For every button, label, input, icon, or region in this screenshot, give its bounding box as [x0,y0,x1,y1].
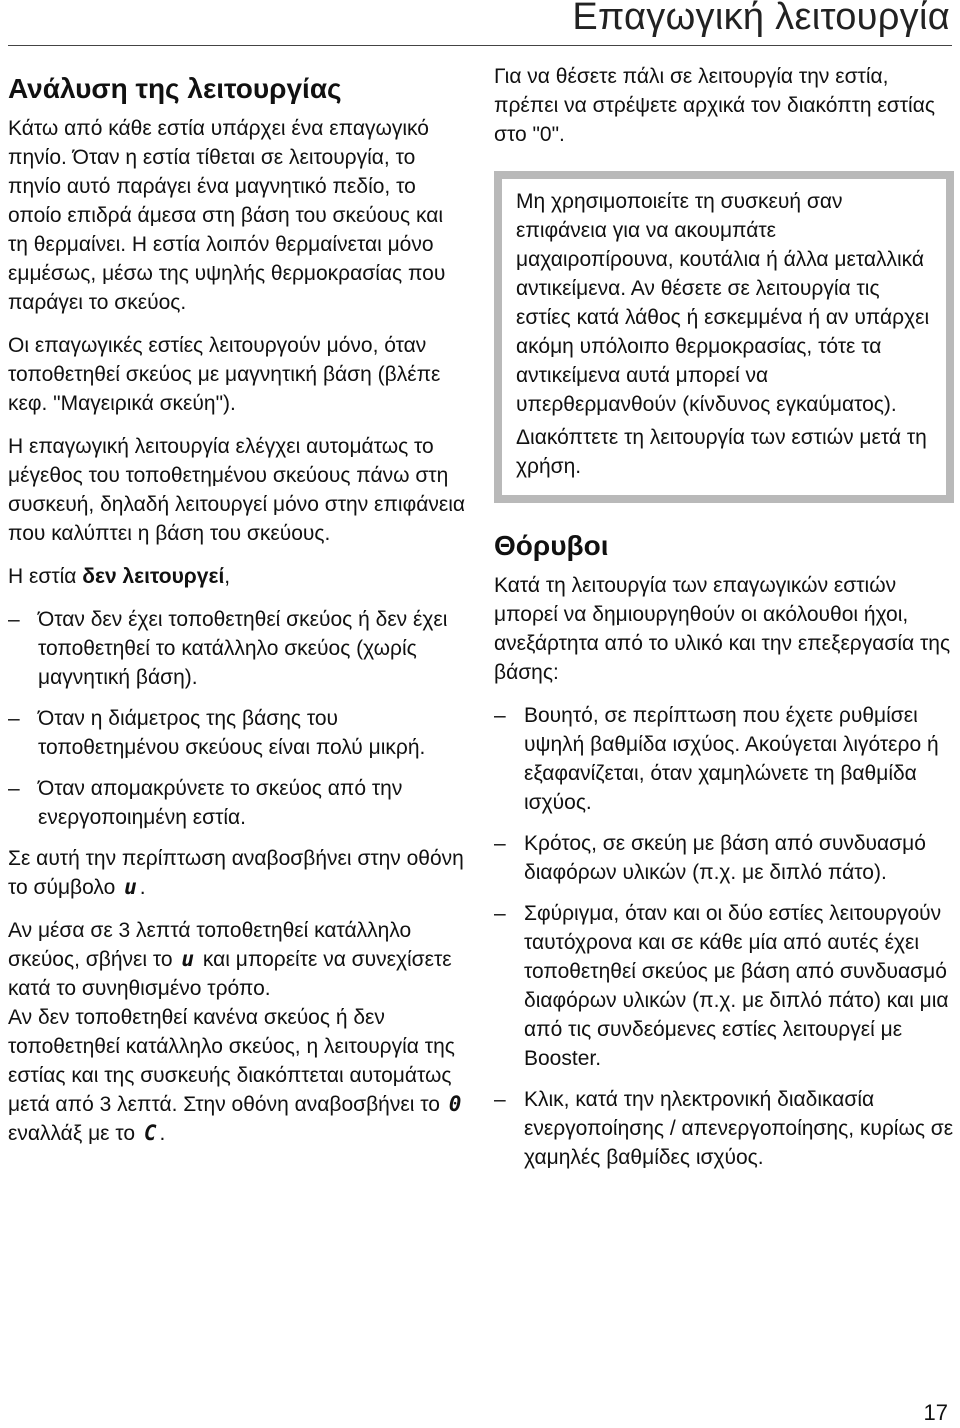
dash-bullet: – [8,707,20,730]
list-item-text: Κλικ, κατά την ηλεκτρονική διαδικασία ενεργοποίησης / απενεργοποίησης, κυρίως σε χαμηλές βαθμίδες ισχύος. [524,1088,954,1169]
pot-symbol-icon: u [124,875,137,899]
list-item [8,704,468,762]
list-item [494,829,954,887]
list-item-text: Κρότος, σε σκεύη με βάση από συνδυασμό διαφόρων υλικών (π.χ. με διπλό πάτο). [524,832,926,884]
zero-symbol-icon: 0 [448,1092,462,1116]
list-item-text: Σφύριγμα, όταν και οι δύο εστίες λειτουργούν ταυτόχρονα και σε κάθε μία από αυτές έχει τοποθετηθεί σκεύος με βάση από συνδυασμό διαφόρων υλικών (π.χ. με διπλό πάτο) και μια από τις συνδεόμενες εστίες λειτουργεί με Booster. [524,902,949,1070]
page-number: 17 [923,1400,948,1425]
not-working-suffix: , [224,565,231,588]
page-header-title: Επαγωγική λειτουργία [572,0,950,38]
paragraph-coil: Κάτω από κάθε εστία υπάρχει ένα επαγωγικό πηνίο. Όταν η εστία τίθεται σε λειτουργία, το πηνίο αυτό παράγει ένα μαγνητικό πεδίο, το οποίο επιδρά άμεσα στη βάση του σκεύους και τη θερμαίνει. Η εστία λοιπόν θερμαίνεται μόνο εμμέσως, μέσω της υψηλής θερμοκρασίας που παράγει το σκεύος. [8,117,446,314]
list-item-text: Όταν η διάμετρος της βάσης του τοποθετημένου σκεύους είναι πολύ μικρή. [38,707,426,759]
not-working-list [8,605,468,832]
dash-bullet: – [8,777,20,800]
dash-bullet: – [494,832,506,855]
list-item [494,701,954,817]
c-symbol-icon: C [143,1121,157,1145]
pot-symbol-icon: u [181,947,195,971]
header-divider [8,45,952,46]
auto-off-text: Αν δεν τοποθετηθεί κανένα σκεύος ή δεν τοποθετηθεί κατάλληλο σκεύος, η λειτουργία της εστίας και της συσκευής διακόπτεται αυτομάτως μετά από 3 λεπτά. Στην οθόνη αναβοσβήνει το [8,1006,455,1116]
section-heading-function: Ανάλυση της λειτουργίας [8,73,342,104]
dash-bullet: – [8,608,20,631]
three-min-text: Αν μέσα σε 3 λεπτά τοποθετηθεί κατάλληλο σκεύος, σβήνει το [8,919,412,971]
paragraph-auto-off [8,1003,468,1148]
warning-text-switch-off: Διακόπτετε τη λειτουργία των εστιών μετά τη χρήση. [516,426,927,478]
auto-off-middle: εναλλάξ με το [8,1122,136,1145]
right-column [494,62,954,1184]
list-item [494,1085,954,1172]
list-item-text: Όταν απομακρύνετε το σκεύος από την ενεργοποιημένη εστία. [38,777,403,829]
flashing-text: Σε αυτή την περίπτωση αναβοσβήνει στην οθόνη το σύμβολο [8,847,464,899]
three-min-suffix: και μπορείτε να συνεχίσετε κατά το συνηθισμένο τρόπο. [8,948,452,1000]
left-column [8,62,468,1162]
list-item-text: Όταν δεν έχει τοποθετηθεί σκεύος ή δεν έχει τοποθετηθεί το κατάλληλο σκεύος (χωρίς μαγνητική βάση). [38,608,448,689]
list-item [494,899,954,1073]
paragraph-three-minutes [8,916,468,1003]
noises-list [494,701,954,1172]
not-working-prefix: Η εστία [8,565,83,588]
not-working-bold: δεν λειτουργεί [82,565,225,588]
auto-off-suffix: . [159,1122,166,1145]
paragraph-not-working [8,562,468,591]
flashing-suffix: . [139,876,146,899]
list-item-text: Βουητό, σε περίπτωση που έχετε ρυθμίσει υψηλή βαθμίδα ισχύος. Ακούγεται λιγότερο ή εξαφανίζεται, όταν χαμηλώνετε τη βαθμίδα ισχύος. [524,704,939,814]
warning-text: Μη χρησιμοποιείτε τη συσκευή σαν επιφάνεια για να ακουμπάτε μαχαιροπίρουνα, κουτάλια ή άλλα μεταλλικά αντικείμενα. Αν θέσετε σε λειτουργία τις εστίες κατά λάθος ή εσκεμμένα ή αν υπάρχει ακόμη υπόλοιπο θερμοκρασίας, τότε τα αντικείμενα αυτά μπορεί να υπερθερμανθούν (κίνδυνος εγκαύματος). [516,190,930,416]
paragraph-size-detection: Η επαγωγική λειτουργία ελέγχει αυτομάτως το μέγεθος του τοποθετημένου σκεύους πάνω στη συσκευή, δηλαδή λειτουργεί μόνο στην επιφάνεια που καλύπτει η βάση του σκεύους. [8,435,465,545]
dash-bullet: – [494,704,506,727]
dash-bullet: – [494,1088,506,1111]
dash-bullet: – [494,902,506,925]
list-item [8,774,468,832]
list-item [8,605,468,692]
paragraph-magnetic-base: Οι επαγωγικές εστίες λειτουργούν μόνο, όταν τοποθετηθεί σκεύος με μαγνητική βάση (βλέπε κεφ. "Μαγειρικά σκεύη"). [8,334,441,415]
section-heading-noises: Θόρυβοι [494,530,609,561]
warning-box [494,171,954,503]
paragraph-restart: Για να θέσετε πάλι σε λειτουργία την εστία, πρέπει να στρέψετε αρχικά τον διακόπτη εστίας στο "0". [494,65,935,146]
paragraph-noises-intro: Κατά τη λειτουργία των επαγωγικών εστιών μπορεί να δημιουργηθούν οι ακόλουθοι ήχοι, ανεξάρτητα από το υλικό και την επεξεργασία της βάσης: [494,574,951,684]
paragraph-flashing-symbol [8,844,468,902]
